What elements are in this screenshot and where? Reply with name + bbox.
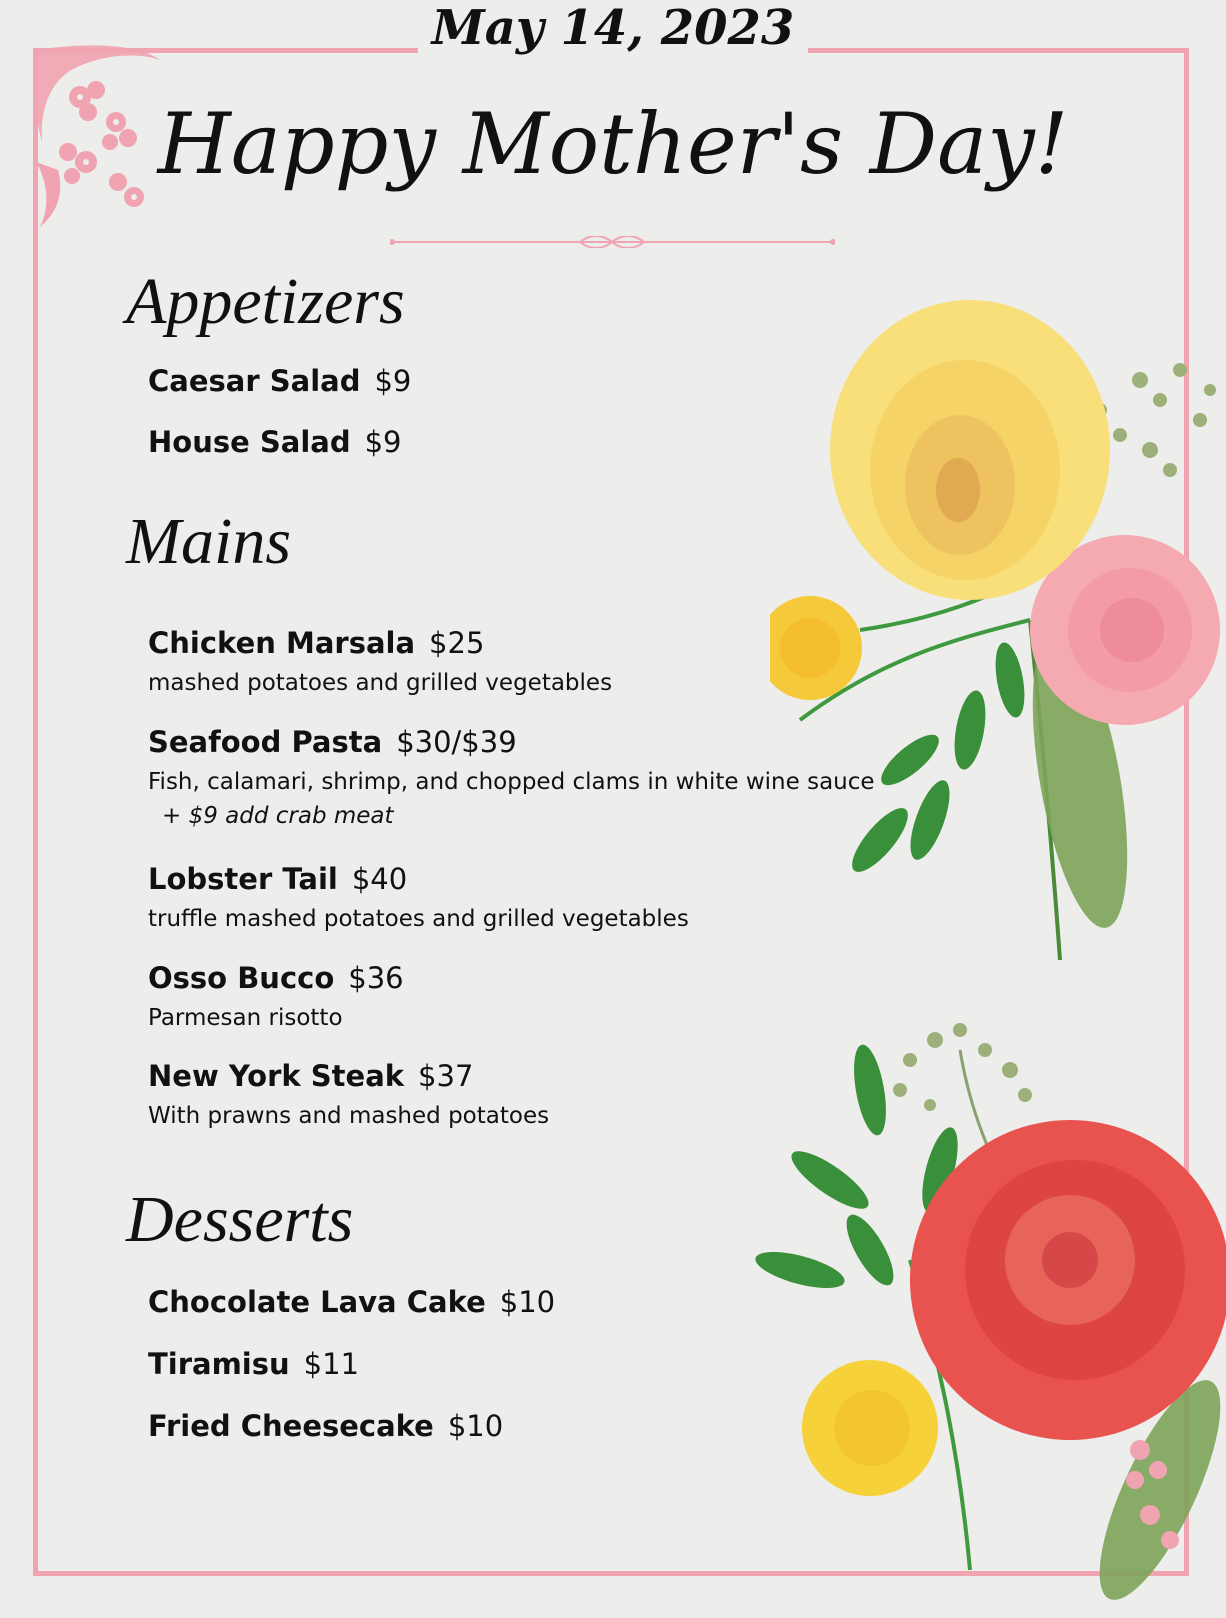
item-name: Seafood Pasta [148,725,383,759]
item-price: $10 [499,1285,556,1319]
item-description: Parmesan risotto [148,1005,343,1031]
title-divider [390,236,835,248]
menu-item [148,626,612,696]
item-name: New York Steak [148,1059,405,1093]
item-price: $11 [303,1347,360,1381]
section-title-mains: Mains [126,505,291,578]
item-price: $10 [447,1409,504,1443]
menu-item [148,1059,549,1129]
item-price: $9 [364,425,402,459]
item-price: $37 [418,1059,474,1093]
menu-item [148,725,875,829]
event-date: May 14, 2023 [0,0,1226,56]
page-title: Happy Mother's Day! [157,95,1069,193]
section-title-desserts: Desserts [126,1183,354,1256]
item-price: $30/$39 [396,725,517,759]
item-name: House Salad [148,425,351,459]
item-name: Chocolate Lava Cake [148,1285,486,1319]
menu-item [148,1285,555,1319]
section-title-appetizers: Appetizers [126,265,405,338]
item-price: $9 [374,364,412,398]
floral-illustration-bottom [740,1010,1226,1618]
item-name: Osso Bucco [148,961,335,995]
menu-item [148,364,411,398]
item-name: Lobster Tail [148,862,338,896]
item-price: $40 [351,862,408,896]
item-price: $25 [429,626,485,660]
item-name: Fried Cheesecake [148,1409,434,1443]
item-description: With prawns and mashed potatoes [148,1103,550,1129]
item-addon: + $9 add crab meat [162,803,394,829]
menu-item [148,862,689,932]
menu-item [148,1409,503,1443]
item-description: mashed potatoes and grilled vegetables [148,670,613,696]
item-name: Caesar Salad [148,364,361,398]
menu-item [148,961,404,1031]
item-description: Fish, calamari, shrimp, and chopped clams in white wine sauce [148,769,875,795]
item-name: Tiramisu [148,1347,290,1381]
item-price: $36 [348,961,404,995]
menu-item [148,425,402,459]
item-name: Chicken Marsala [148,626,416,660]
menu-item [148,1347,359,1381]
floral-illustration-top [770,300,1226,990]
item-description: truffle mashed potatoes and grilled vegetables [148,906,689,932]
